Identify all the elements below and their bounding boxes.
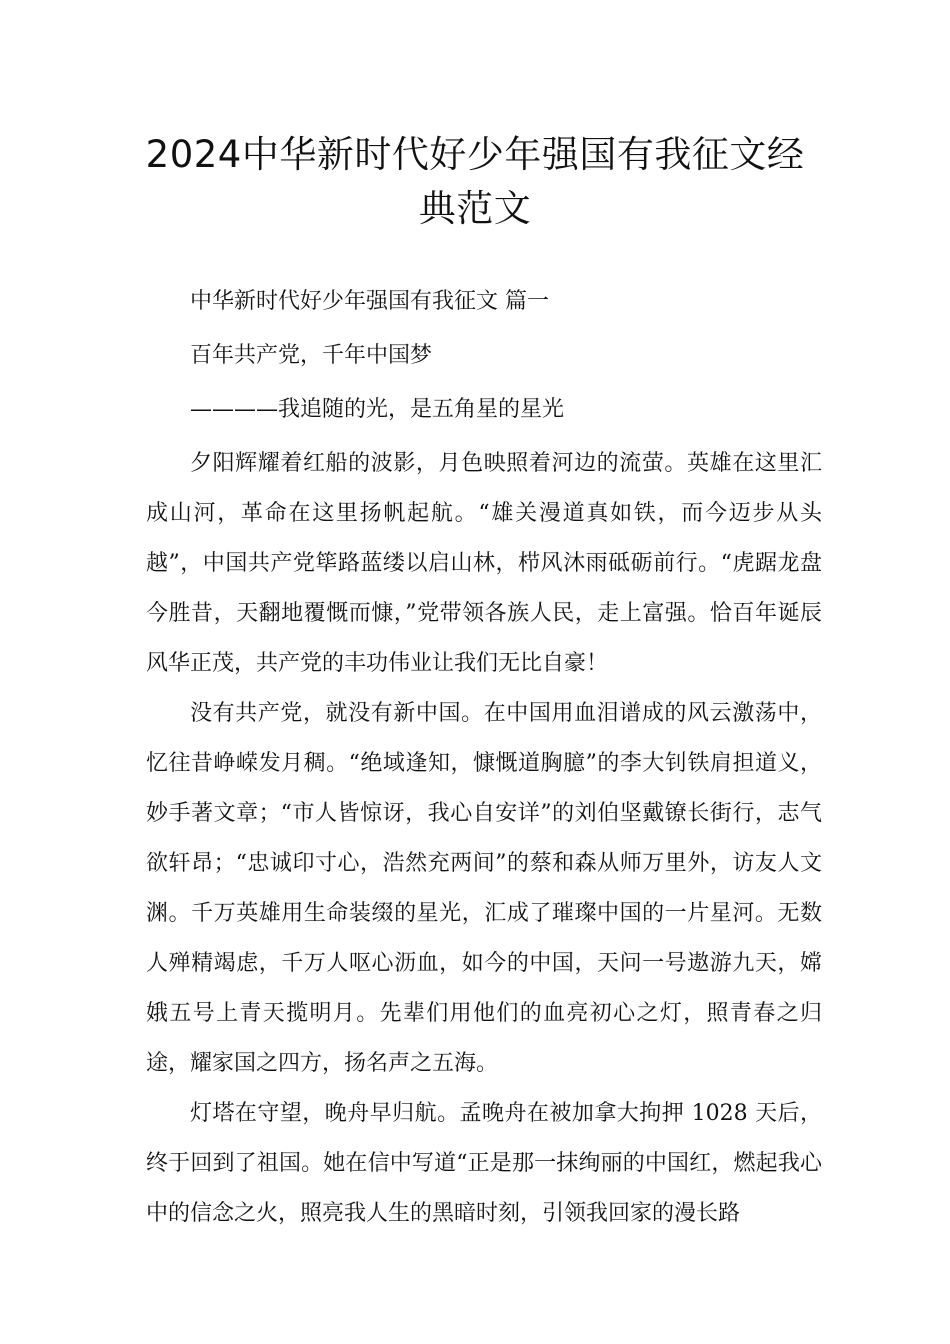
essay-subtitle: ————我追随的光，是五角星的星光: [190, 397, 565, 422]
paragraph: 夕阳辉耀着红船的波影，月色映照着河边的流萤。英雄在这里汇成山河，革命在这里扬帆起航。“雄关漫道真如铁，而今迈步从头越”，中国共产党筚路蓝缕以启山林，栉风沐雨砥砺前行。“虎踞龙盘今胜昔，天翻地覆慨而慷，”党带领各族人民，走上富强。恰百年诞辰风华正茂，共产党的丰功伟业让我们无比自豪！: [146, 451, 822, 676]
essay-title: 百年共产党，千年中国梦: [190, 343, 433, 368]
document-title: [120, 128, 830, 236]
title-line-1: 2024中华新时代好少年强国有我征文经: [145, 133, 805, 176]
paragraph: 灯塔在守望，晚舟早归航。孟晚舟在被加拿大拘押 1028 天后，终于回到了祖国。她在信中写道“正是那一抹绚丽的中国红，燃起我心中的信念之火，照亮我人生的黑暗时刻，引领我回家的漫长路: [146, 1101, 822, 1226]
document-body: [146, 277, 822, 1239]
title-line-2: 典范文: [418, 187, 532, 230]
paragraph: 没有共产党，就没有新中国。在中国用血泪谱成的风云激荡中，忆往昔峥嵘发月稠。“绝域逢知，慷慨道胸臆”的李大钊铁肩担道义，妙手著文章；“市人皆惊讶，我心自安详”的刘伯坚戴镣长街行，志气欲轩昂；“忠诚印寸心，浩然充两间”的蔡和森从师万里外，访友人文渊。千万英雄用生命装缀的星光，汇成了璀璨中国的一片星河。无数人殚精竭虑，千万人呕心沥血，如今的中国，天问一号遨游九天，嫦娥五号上青天揽明月。先辈们用他们的血亮初心之灯，照青春之归途，耀家国之四方，扬名声之五海。: [146, 701, 822, 1076]
section-heading: 中华新时代好少年强国有我征文 篇一: [190, 289, 549, 314]
